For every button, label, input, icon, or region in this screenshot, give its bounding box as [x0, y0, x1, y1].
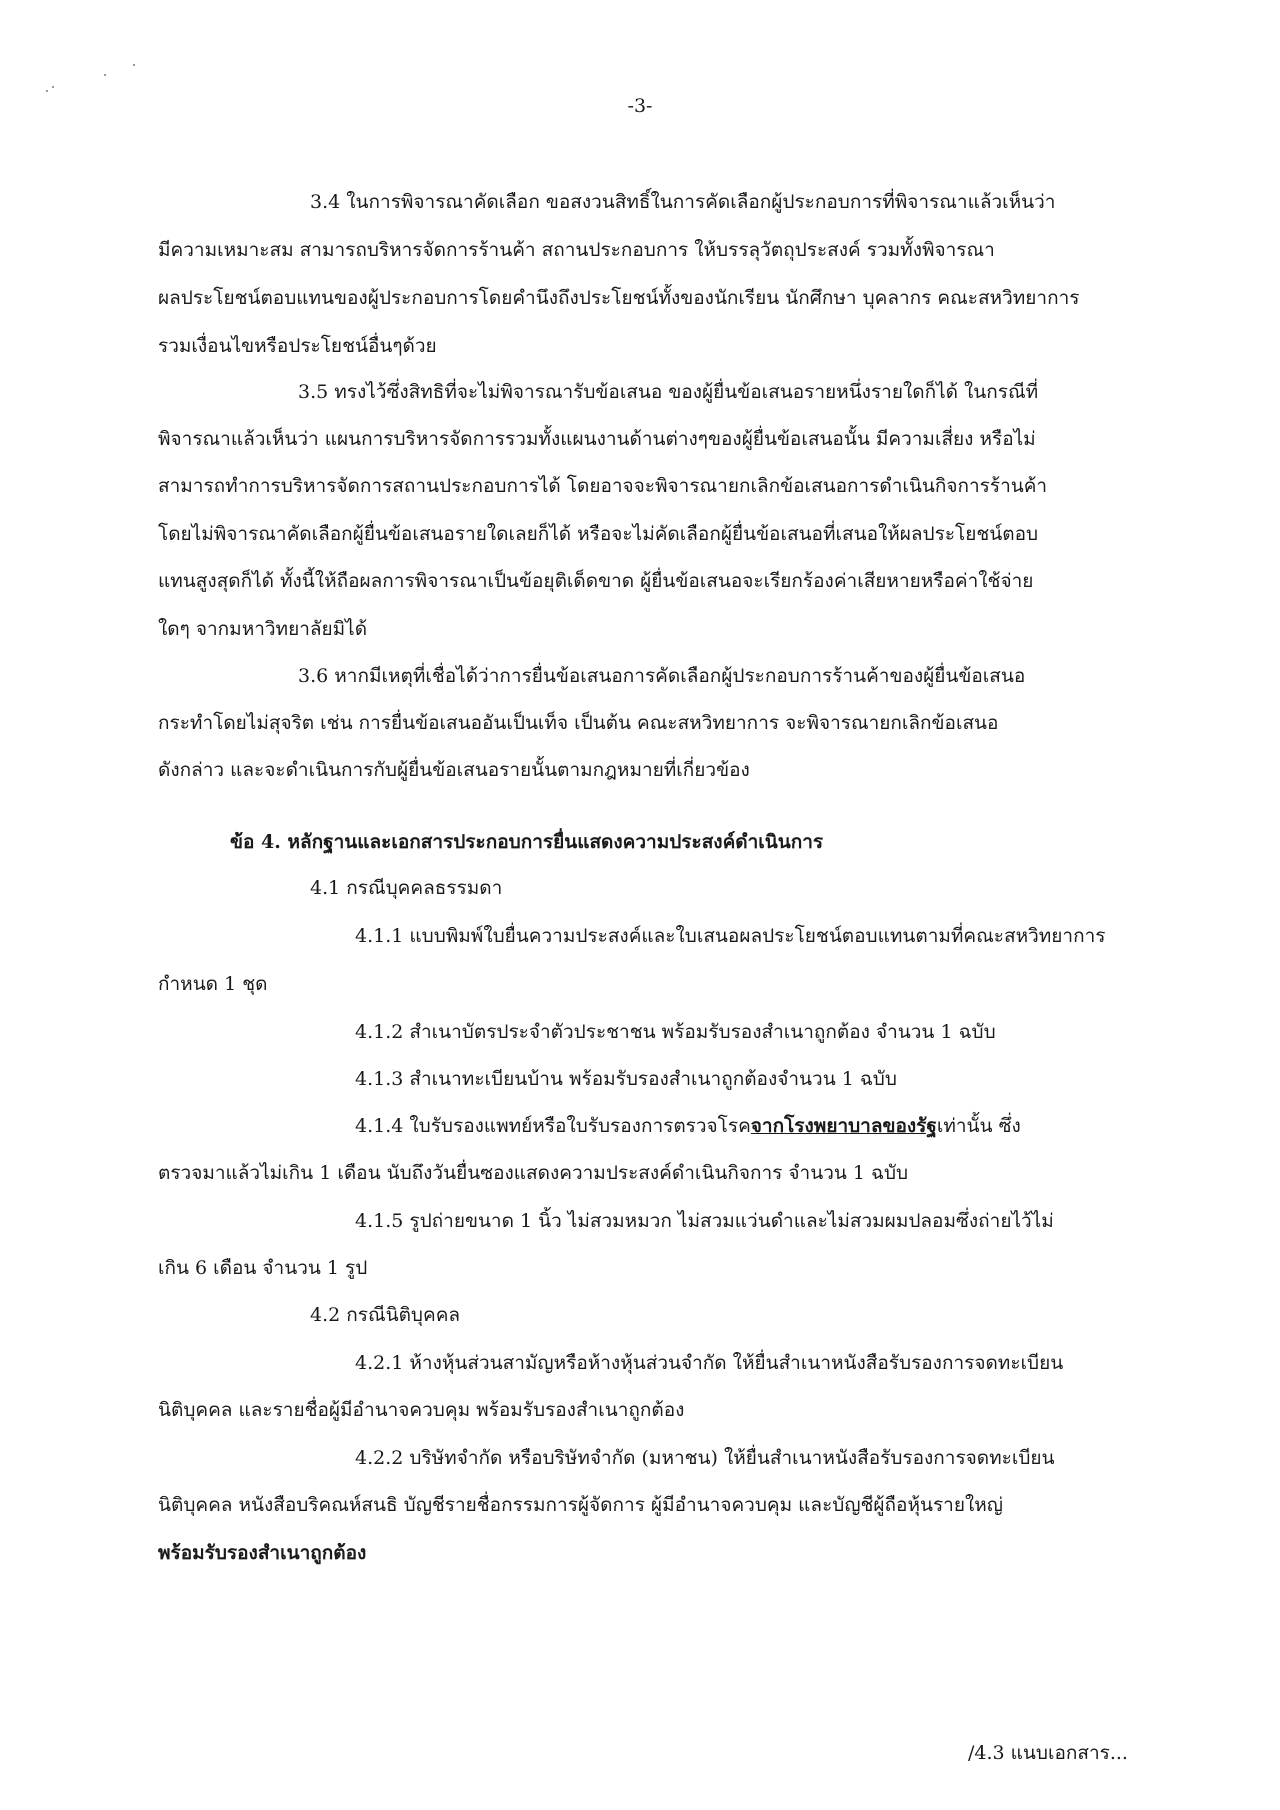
paragraph-line: พิจารณาแล้วเห็นว่า แผนการบริหารจัดการรวมทั้งแผนงานด้านต่างๆของผู้ยื่นข้อเสนอนั้น มีความเสี่ยง หรือไม่	[158, 428, 1036, 450]
paragraph-line: กระทำโดยไม่สุจริต เช่น การยื่นข้อเสนออันเป็นเท็จ เป็นต้น คณะสหวิทยาการ จะพิจารณายกเลิกข้อเสนอ	[158, 712, 999, 734]
paragraph-line: รวมเงื่อนไขหรือประโยชน์อื่นๆด้วย	[158, 335, 437, 357]
subsection-heading: 4.1 กรณีบุคคลธรรมดา	[310, 877, 503, 899]
scan-speck	[46, 90, 48, 92]
paragraph-line: นิติบุคคล และรายชื่อผู้มีอำนาจควบคุม พร้อมรับรองสำเนาถูกต้อง	[158, 1399, 685, 1421]
paragraph-line: 3.6 หากมีเหตุที่เชื่อได้ว่าการยื่นข้อเสนอการคัดเลือกผู้ประกอบการร้านค้าของผู้ยื่นข้อเสนอ	[298, 665, 1026, 687]
section-heading: ข้อ 4. หลักฐานและเอกสารประกอบการยื่นแสดงความประสงค์ดำเนินการ	[230, 831, 824, 853]
scan-speck	[104, 74, 106, 76]
paragraph-line: 3.5 ทรงไว้ซึ่งสิทธิที่จะไม่พิจารณารับข้อเสนอ ของผู้ยื่นข้อเสนอรายหนึ่งรายใดก็ได้ ในกรณีที่	[298, 381, 1039, 403]
paragraph-line: มีความเหมาะสม สามารถบริหารจัดการร้านค้า สถานประกอบการ ให้บรรลุวัตถุประสงค์ รวมทั้งพิจารณา	[158, 239, 995, 261]
paragraph-line: ผลประโยชน์ตอบแทนของผู้ประกอบการโดยคำนึงถึงประโยชน์ทั้งของนักเรียน นักศึกษา บุคลากร คณะสหวิทยาการ	[158, 287, 1080, 309]
paragraph-line: 3.4 ในการพิจารณาคัดเลือก ขอสงวนสิทธิ์ในการคัดเลือกผู้ประกอบการที่พิจารณาแล้วเห็นว่า	[310, 191, 1056, 213]
paragraph-line: ตรวจมาแล้วไม่เกิน 1 เดือน นับถึงวันยื่นซองแสดงความประสงค์ดำเนินกิจการ จำนวน 1 ฉบับ	[158, 1162, 909, 1184]
subsection-heading: 4.2 กรณีนิติบุคคล	[310, 1304, 461, 1326]
paragraph-line: โดยไม่พิจารณาคัดเลือกผู้ยื่นข้อเสนอรายใดเลยก็ได้ หรือจะไม่คัดเลือกผู้ยื่นข้อเสนอที่เสนอให้ผลประโยชน์ตอบ	[158, 523, 1039, 545]
paragraph-line: 4.1.5 รูปถ่ายขนาด 1 นิ้ว ไม่สวมหมวก ไม่สวมแว่นดำและไม่สวมผมปลอมซึ่งถ่ายไว้ไม่	[355, 1210, 1054, 1232]
text-run: 4.1.4 ใบรับรองแพทย์หรือใบรับรองการตรวจโรค	[355, 1115, 751, 1137]
scan-speck	[133, 64, 135, 66]
paragraph-line: สามารถทำการบริหารจัดการสถานประกอบการได้ โดยอาจจะพิจารณายกเลิกข้อเสนอการดำเนินกิจการร้านค้า	[158, 475, 1048, 497]
emphasized-text: จากโรงพยาบาลของรัฐ	[750, 1115, 937, 1137]
paragraph-line: กำหนด 1 ชุด	[158, 973, 268, 995]
paragraph-line: 4.1.3 สำเนาทะเบียนบ้าน พร้อมรับรองสำเนาถูกต้องจำนวน 1 ฉบับ	[355, 1068, 897, 1090]
paragraph-line: แทนสูงสุดก็ได้ ทั้งนี้ให้ถือผลการพิจารณาเป็นข้อยุติเด็ดขาด ผู้ยื่นข้อเสนอจะเรียกร้องค่าเสียหายหรือค่าใช้จ่าย	[158, 570, 1034, 592]
paragraph-line-mixed	[355, 1114, 1021, 1138]
page-number: -3-	[627, 95, 653, 117]
paragraph-line: นิติบุคคล หนังสือบริคณห์สนธิ บัญชีรายชื่อกรรมการผู้จัดการ ผู้มีอำนาจควบคุม และบัญชีผู้ถือหุ้นรายใหญ่	[158, 1494, 1003, 1516]
paragraph-line: 4.1.2 สำเนาบัตรประจำตัวประชาชน พร้อมรับรองสำเนาถูกต้อง จำนวน 1 ฉบับ	[355, 1021, 996, 1043]
paragraph-line: 4.2.1 ห้างหุ้นส่วนสามัญหรือห้างหุ้นส่วนจำกัด ให้ยื่นสำเนาหนังสือรับรองการจดทะเบียน	[355, 1352, 1064, 1374]
paragraph-line: ใดๆ จากมหาวิทยาลัยมิได้	[158, 618, 368, 640]
paragraph-line: ดังกล่าว และจะดำเนินการกับผู้ยื่นข้อเสนอรายนั้นตามกฎหมายที่เกี่ยวข้อง	[158, 759, 750, 781]
continuation-note: /4.3 แนบเอกสาร...	[968, 1742, 1128, 1764]
paragraph-line: 4.1.1 แบบพิมพ์ใบยื่นความประสงค์และใบเสนอผลประโยชน์ตอบแทนตามที่คณะสหวิทยาการ	[355, 925, 1106, 947]
text-run: เท่านั้น ซึ่ง	[936, 1115, 1021, 1137]
paragraph-line: พร้อมรับรองสำเนาถูกต้อง	[158, 1542, 367, 1564]
paragraph-line: 4.2.2 บริษัทจำกัด หรือบริษัทจำกัด (มหาชน) ให้ยื่นสำเนาหนังสือรับรองการจดทะเบียน	[355, 1447, 1055, 1469]
scan-speck	[52, 86, 54, 88]
paragraph-line: เกิน 6 เดือน จำนวน 1 รูป	[158, 1257, 368, 1279]
